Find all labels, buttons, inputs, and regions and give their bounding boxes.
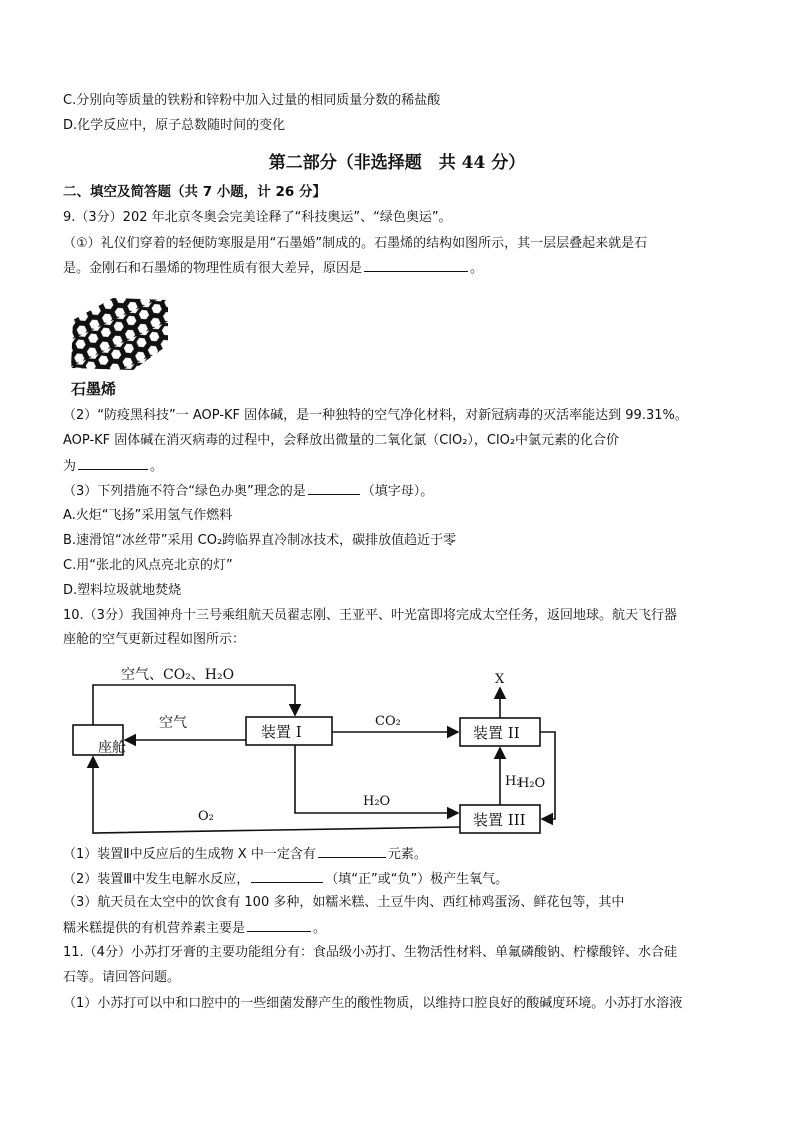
air-label: 空气 <box>159 715 187 731</box>
h2o-mid-label: H₂O <box>363 794 391 809</box>
co2-label: CO₂ <box>375 714 401 729</box>
device3-label: 装置 III <box>473 811 526 829</box>
q9-option-d: D.塑料垃圾就地焚烧 <box>63 583 182 598</box>
q11-stem-line2: 石等。请回答问题。 <box>63 970 181 985</box>
q10-part3-end: 。 <box>313 921 327 936</box>
x-label: X <box>495 672 505 687</box>
cabin-air-diagram <box>63 655 563 840</box>
graphene-structure-image <box>63 290 173 400</box>
q10-part2-end: （填“正”或“负”）极产生氧气。 <box>325 872 509 887</box>
answer-blank <box>247 919 311 932</box>
q9-part2-line2: AOP-KF 固体碱在消灭病毒的过程中，会释放出微量的二氧化氯（ClO₂），ClO₂中氯元素的化合价 <box>63 433 620 448</box>
arrow-cabin-to-device1 <box>93 685 295 725</box>
q11-stem-line1: 11.（4分）小苏打牙膏的主要功能组分有：食品级小苏打、生物活性材料、单氟磷酸钠、柠檬酸锌、水合硅 <box>63 945 677 960</box>
part-title: 第二部分（非选择题 共 44 分） <box>268 153 526 173</box>
q9-part3-end: （填字母）。 <box>361 484 434 499</box>
q9-part1-line2 <box>63 259 483 278</box>
q9-part2-line3 <box>63 457 163 476</box>
q10-part2-line <box>63 870 508 889</box>
q9-stem: 9.（3分）202 年北京冬奥会完美诠释了“科技奥运”、“绿色奥运”。 <box>63 210 452 225</box>
q9-part2-line1: （2）“防疫黑科技”一 AOP-KF 固体碱，是一种独特的空气净化材料，对新冠病毒的灭活率能达到 99.31%。 <box>63 408 688 423</box>
q11-part1-line: （1）小苏打可以中和口腔中的一些细菌发酵产生的酸性物质，以维持口腔良好的酸碱度环境。小苏打水溶液 <box>63 996 683 1011</box>
answer-blank <box>78 457 148 470</box>
arrow-o2 <box>93 757 460 833</box>
answer-blank <box>251 870 323 883</box>
q10-part1-end: 元素。 <box>387 847 427 862</box>
cabin-label: 座舱 <box>98 740 126 756</box>
q10-part3-line2 <box>63 919 326 938</box>
q9-part1-end: 。 <box>470 261 484 276</box>
answer-blank <box>318 845 386 858</box>
h2o-right-label: H₂O <box>518 776 546 791</box>
o2-label: O₂ <box>198 809 214 824</box>
q10-part1-line <box>63 845 427 864</box>
q10-part1-text: （1）装置Ⅱ中反应后的生成物 X 中一定含有 <box>63 847 316 862</box>
q9-option-b: B.速滑馆“冰丝带”采用 CO₂跨临界直冷制冰技术，碳排放值趋近于零 <box>63 533 457 548</box>
q9-part1-line1: （①）礼仪们穿着的轻便防寒服是用“石墨婚”制成的。石墨烯的结构如图所示，其一层层叠起来就是石 <box>63 236 648 251</box>
option-d-line: D.化学反应中，原子总数随时间的变化 <box>63 118 286 133</box>
q10-stem-line2: 座舱的空气更新过程如图所示： <box>63 632 246 647</box>
answer-blank <box>364 259 468 272</box>
top-flow-label: 空气、CO₂、H₂O <box>121 667 235 683</box>
q10-part3-line1: （3）航天员在太空中的饮食有 100 多种，如糯米糕、土豆牛肉、西红柿鸡蛋汤、鲜花包等，其中 <box>63 895 625 910</box>
q10-stem-line1: 10.（3分）我国神舟十三号乘组航天员翟志刚、王亚平、叶光富即将完成太空任务，返回地球。航天飞行器 <box>63 608 677 623</box>
q9-part2-text: 为 <box>63 459 77 474</box>
q9-option-a: A.火炬“飞扬”采用氢气作燃料 <box>63 508 233 523</box>
q9-option-c: C.用“张北的风点亮北京的灯” <box>63 558 233 573</box>
device2-label: 装置 II <box>473 724 520 742</box>
q9-part1-text: 是。金刚石和石墨烯的物理性质有很大差异，原因是 <box>63 261 363 276</box>
h2-label: H₂ <box>505 774 522 789</box>
section-title: 二、填空及简答题（共 7 小题，计 26 分】 <box>63 184 326 200</box>
q10-part2-text: （2）装置Ⅲ中发生电解水反应， <box>63 872 250 887</box>
q10-part3-text: 糯米糕提供的有机营养素主要是 <box>63 921 246 936</box>
graphene-caption: 石墨烯 <box>71 380 117 398</box>
answer-blank <box>308 482 360 495</box>
q9-part3-text: （3）下列措施不符合“绿色办奥”理念的是 <box>63 484 306 499</box>
q9-part2-end: 。 <box>150 459 164 474</box>
device1-label: 装置 I <box>261 723 302 741</box>
option-c-line: C.分别向等质量的铁粉和锌粉中加入过量的相同质量分数的稀盐酸 <box>63 93 441 108</box>
q9-part3-line <box>63 482 433 501</box>
